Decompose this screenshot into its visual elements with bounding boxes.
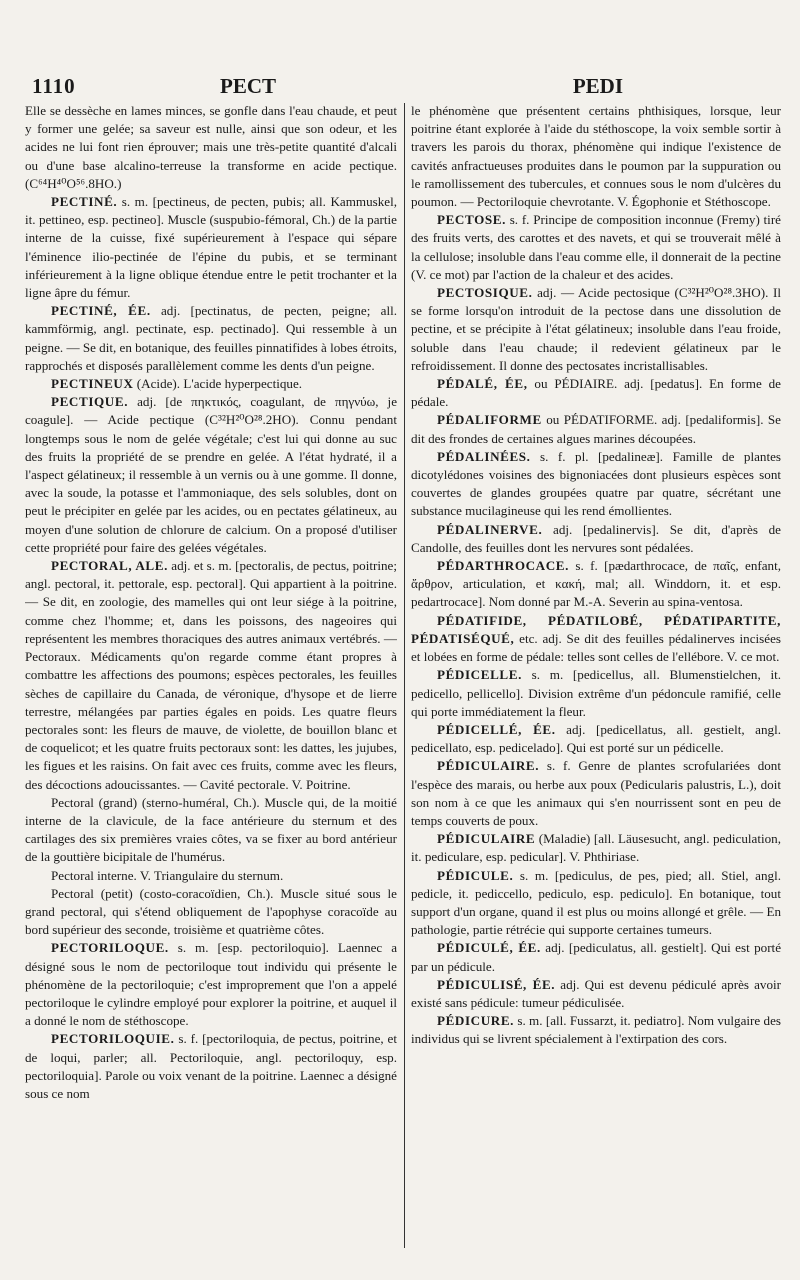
entry-pedalinees: PÉDALINÉES. s. f. pl. [pedalineæ]. Famille de plantes dicotylédones voisines des bignoniacées dont plusieurs espèces sont couvertes de glandes groupées quatre par quatre, sécrétant une substance mucilagineuse qui les rend émollientes. (411, 448, 781, 519)
right-guide-word: PEDI (572, 74, 623, 98)
entry-pectique: PECTIQUE. adj. [de πηκτικός, coagulant, de πηγνύω, je coagule]. — Acide pectique (C³²H²⁰O²⁸.2HO). Connu pendant longtemps sous le nom de gelée végétale; c'est lui qui donne au suc des fruits la propriété de se prendre en gelée. A l'état hydraté, il a l'aspect gélatineux; il ressemble à un vernis ou à une gomme. Il donne, avec la soude, la potasse et l'ammoniaque, des sels solubles, dont on peut le précipiter en gelée par les acides, ou en pectates gélatineux, au moyen d'une solution de chlorure de calcium. On a proposé d'utiliser cette propriété pour faire des gelées végétales. (25, 394, 397, 555)
column-divider (404, 103, 405, 1248)
entry-pectoral-petit: Pectoral (petit) (costo-coracoïdien, Ch.). Muscle situé sous le grand pectoral, qui s'étend obliquement de l'apophyse coracoïde au bord supérieur des seconde, troisième et quatrième côtes. (25, 885, 397, 938)
entry-pedatifide: PÉDATIFIDE, PÉDATILOBÉ, PÉDATIPARTITE, PÉDATISÉQUÉ, etc. adj. Se dit des feuilles pédalinerves incisées et lobées en forme de pédale: telles sont celles de l'ellébore. V. ce mot. (411, 612, 781, 665)
entry-pediculaire-maladie: PÉDICULAIRE (Maladie) [all. Läusesucht, angl. pediculation, it. pediculare, esp. pedicular]. V. Phthiriase. (411, 831, 781, 865)
entry-pectosique: PECTOSIQUE. adj. — Acide pectosique (C³²H²⁰O²⁸.3HO). Il se forme lorsqu'on introduit de la pectose dans une dissolution de pectine, et se précipite à l'état gélatineux; insoluble dans l'eau froide, soluble dans l'eau chaude; il redevient gélatineux par le refroidissement. Il donne des pectosates incristallisables. (411, 285, 781, 373)
entry-pectineux: PECTINEUX (Acide). L'acide hyperpectique. (51, 376, 303, 392)
entry-pediculaire: PÉDICULAIRE. s. f. Genre de plantes scrofulariées dont l'espèce des marais, ou herbe aux poux (Pedicularis palustris, L.), doit son nom à ce que les animaux qui s'en nourrissent sont en peu de temps couverts de poux. (411, 758, 781, 828)
entry-pedicule-adj: PÉDICULÉ, ÉE. adj. [pediculatus, all. gestielt]. Qui est porté par un pédicule. (411, 940, 781, 974)
entry-pedicure: PÉDICURE. s. m. [all. Fussarzt, it. pediatro]. Nom vulgaire des individus qui se livrent spécialement à l'extirpation des cors. (411, 1013, 781, 1047)
entry-pedicelle: PÉDICELLE. s. m. [pedicellus, all. Blumenstielchen, it. pedicello, pellicello]. Division extrême d'un pédoncule ramifié, celle qui porte immédiatement la fleur. (411, 667, 781, 719)
entry-pediculise: PÉDICULISÉ, ÉE. adj. Qui est devenu pédiculé après avoir existé sans pédicule: tumeur pédiculisée. (411, 976, 781, 1010)
left-column (25, 102, 397, 1254)
entry-pedalinerve: PÉDALINERVE. adj. [pedalinervis]. Se dit, d'après de Candolle, des feuilles dont les nervures sont pédalées. (411, 521, 781, 555)
entry-pectoriloquie: PECTORILOQUIE. s. f. [pectoriloquia, de pectus, poitrine, et de loqui, parler; all. Pectoriloquie, angl. pectoriloquy, esp. pectoriloquia]. Parole ou voix venant de la poitrine. Laennec a désigné sous ce nom (25, 1031, 397, 1101)
entry-pedaliforme: PÉDALIFORME ou PÉDATIFORME. adj. [pedaliformis]. Se dit des frondes de certaines algues marines découpées. (411, 412, 781, 446)
entry-pectoriloque: PECTORILOQUE. s. m. [esp. pectoriloquio]. Laennec a désigné sous le nom de pectoriloque tout individu qui présente le phénomène de la pectoriloquie; c'est improprement que l'on a appelé pectoriloque le cylindre employé pour explorer la poitrine, et auquel il a donné le nom de stéthoscope. (25, 940, 397, 1029)
page-number: 1110 (32, 74, 76, 98)
entry-continuation: le phénomène que présentent certains phthisiques, lorsque, leur poitrine étant explorée à l'aide du stéthoscope, la voix semble sortir à travers les parois du thorax, phénomène qui indique l'existence de cavités anfractueuses produites dans le poumon par la suppuration ou le ramollissement des tubercules, et connues sous le nom d'ulcères du poumon. — Pectoriloquie chevrotante. V. Égophonie et Stéthoscope. (411, 103, 781, 210)
entry-pectoral: PECTORAL, ALE. adj. et s. m. [pectoralis, de pectus, poitrine; angl. pectoral, it. pettorale, esp. pectoral]. Qui appartient à la poitrine. — Se dit, en zoologie, des mamelles qui ont leur siége à la poitrine, comme chez l'homme; et, dans les poissons, des nageoires qui représentent les membres thoraciques des autres animaux vertébrés. — Pectoraux. Médicaments qu'on regarde comme étant propres à combattre les affections des poumons; espèces pectorales, les feuilles sèches de capillaire du Canada, de véronique, d'hysope et de lierre terrestre, mélangées par parties égales en poids. Les quatre fleurs pectorales sont: les fleurs de mauve, de violette, de bouillon blanc et de coquelicot; et les quatre fruits pectoraux sont: les dattes, les jujubes, les figues et les raisins. On fait avec ces fruits, comme avec les fleurs, des décoctions adoucissantes. — Cavité pectorale. V. Poitrine. (25, 558, 397, 792)
entry-pedicelle-adj: PÉDICELLÉ, ÉE. adj. [pedicellatus, all. gestielt, angl. pedicellato, esp. pedicelado]. Qui est porté sur un pédicelle. (411, 721, 781, 756)
entry-pectine: PECTINÉ. s. m. [pectineus, de pecten, pubis; all. Kammuskel, it. pettineo, esp. pectineo]. Muscle (suspubio-fémoral, Ch.) de la partie interne de la cuisse, fixé supérieurement à l'espace qui sépare l'éminence ilio-pectinée de l'épine du pubis, et se terminant inférieurement à la ligne oblique étendue entre le petit trochanter et la ligne âpre du fémur. (25, 194, 397, 301)
entry-pedicule: PÉDICULE. s. m. [pediculus, de pes, pied; all. Stiel, angl. pedicle, it. pediccello, pediculo, esp. pediculo]. En botanique, tout support d'un organe, quand il est plus ou moins allongé et grêle. — En pathologie, partie rétrécie qui supporte certaines tumeurs. (411, 867, 781, 938)
entry-pectose: PECTOSE. s. f. Principe de composition inconnue (Fremy) tiré des fruits verts, des carottes et des navets, et qui se trouverait mêlé à la cellulose; insoluble dans l'eau comme elle, il donnerait de la pectine (V. ce mot) par l'action de la chaleur et des acides. (411, 212, 781, 282)
right-column (411, 102, 781, 1254)
entry-continuation: Elle se dessèche en lames minces, se gonfle dans l'eau chaude, et peut y former une gelée; sa saveur est nulle, ainsi que son odeur, et les acides ne lui font rien éprouver; mais une très-petite quantité d'alcali ou d'une base alcalino-terreuse la transforme en acide pectique. (C⁶⁴H⁴⁰O⁵⁶.8HO.) (25, 103, 397, 191)
entry-pectoral-grand: Pectoral (grand) (sterno-huméral, Ch.). Muscle qui, de la moitié interne de la clavicule, de la face antérieure du sternum et des cartilages des six premières vraies côtes, va se fixer au bord antérieur de la gouttière bicipitale de l'humérus. (25, 794, 397, 865)
entry-pedarthrocace: PÉDARTHROCACE. s. f. [pædarthrocace, de παῖς, enfant, ἄρθρον, articulation, et κακή, mal; all. Winddorn, it. et esp. pedartrocace]. Nom donné par M.-A. Severin au spina-ventosa. (411, 558, 781, 610)
entry-pedale: PÉDALÉ, ÉE, ou PÉDIAIRE. adj. [pedatus]. En forme de pédale. (411, 376, 781, 410)
left-guide-word: PECT (220, 74, 277, 98)
running-header (32, 74, 778, 100)
entry-pectoral-interne: Pectoral interne. V. Triangulaire du sternum. (51, 867, 284, 883)
entry-pectine-adj: PECTINÉ, ÉE. adj. [pectinatus, de pecten, peigne; all. kammförmig, angl. pectinate, esp. pectinado]. Qui ressemble à un peigne. — Se dit, en botanique, des feuilles pinnatifides à lobes étroits, rapprochés et disposés parallèlement comme les dents d'un peigne. (25, 303, 397, 373)
